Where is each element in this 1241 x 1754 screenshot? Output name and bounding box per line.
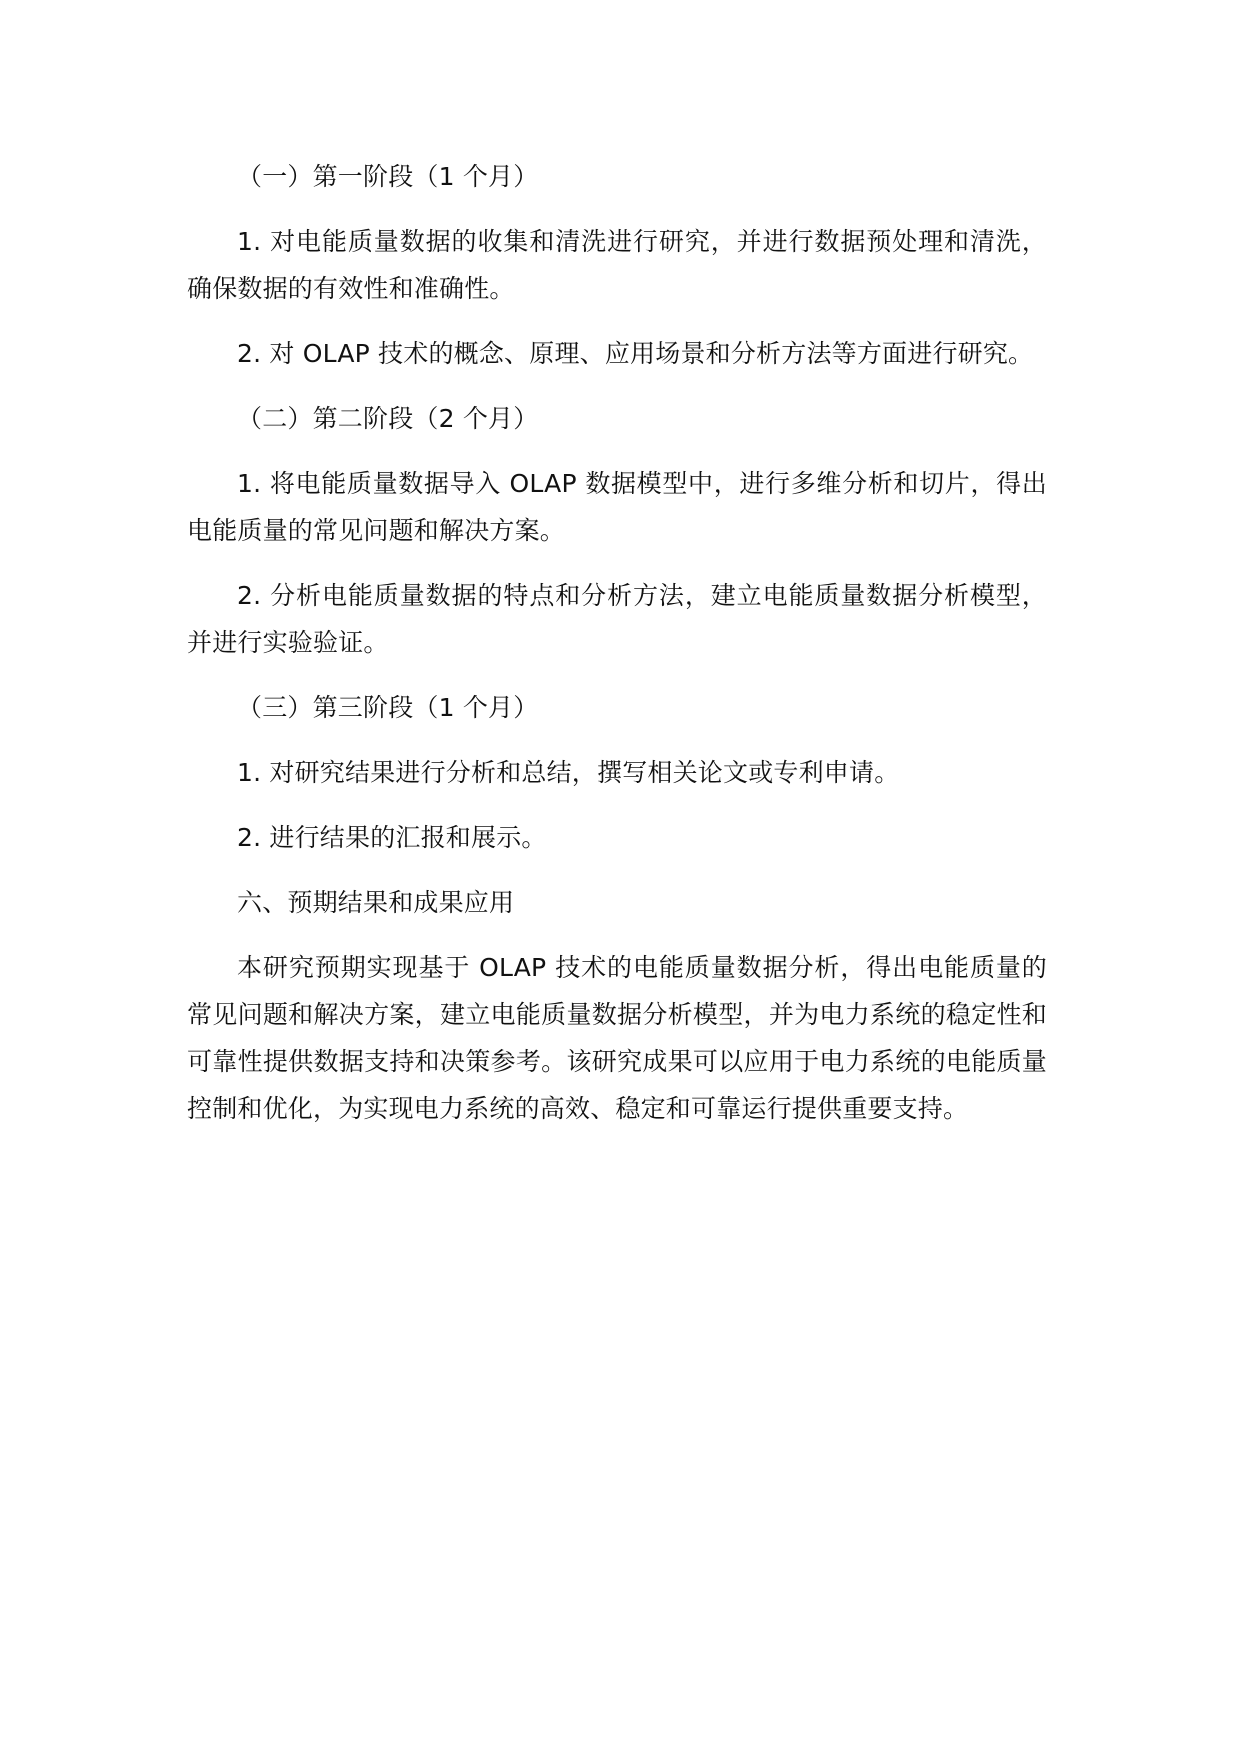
phase-one-heading: （一）第一阶段（1 个月） (237, 162, 539, 191)
phase-one-item-1: 1. 对电能质量数据的收集和清洗进行研究，并进行数据预处理和清洗，确保数据的有效性和准确性。 (187, 227, 1047, 303)
expected-results-paragraph: 本研究预期实现基于 OLAP 技术的电能质量数据分析，得出电能质量的常见问题和解决方案，建立电能质量数据分析模型，并为电力系统的稳定性和可靠性提供数据支持和决策参考。该研究成果可以应用于电力系统的电能质量控制和优化，为实现电力系统的高效、稳定和可靠运行提供重要支持。 (187, 953, 1047, 1123)
phase-three-heading: （三）第三阶段（1 个月） (237, 693, 539, 722)
phase-one-item-2: 2. 对 OLAP 技术的概念、原理、应用场景和分析方法等方面进行研究。 (237, 339, 1034, 368)
phase-two-item-2: 2. 分析电能质量数据的特点和分析方法，建立电能质量数据分析模型，并进行实验验证。 (187, 581, 1047, 657)
phase-two-heading: （二）第二阶段（2 个月） (237, 404, 539, 433)
phase-two-item-1: 1. 将电能质量数据导入 OLAP 数据模型中，进行多维分析和切片，得出电能质量的常见问题和解决方案。 (187, 469, 1047, 545)
section-six-heading: 六、预期结果和成果应用 (237, 888, 515, 917)
document-body (187, 153, 1047, 1150)
phase-three-item-1: 1. 对研究结果进行分析和总结，撰写相关论文或专利申请。 (237, 758, 900, 787)
phase-three-item-2: 2. 进行结果的汇报和展示。 (237, 823, 547, 852)
